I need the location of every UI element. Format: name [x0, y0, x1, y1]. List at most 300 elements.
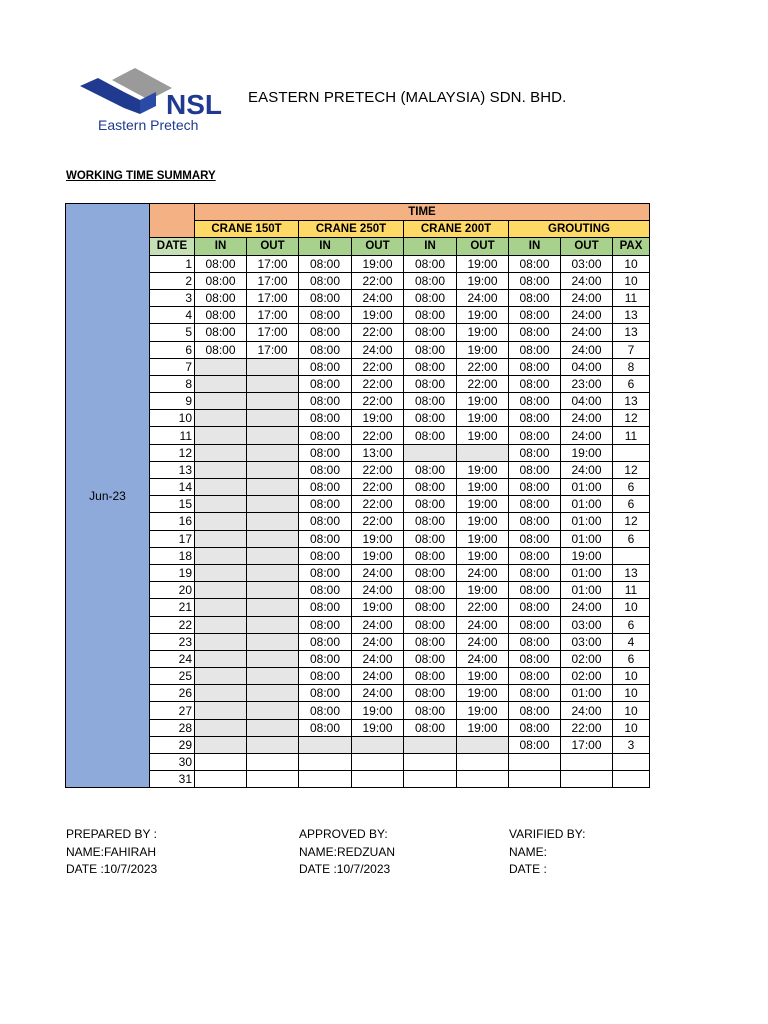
crane200-out-cell: 24:00	[457, 633, 509, 650]
table-row	[66, 307, 650, 324]
crane250-out-cell: 22:00	[352, 427, 404, 444]
crane200-out-cell: 19:00	[457, 324, 509, 341]
day-cell: 9	[150, 393, 195, 410]
crane250-out-cell: 19:00	[352, 307, 404, 324]
table-row	[66, 444, 650, 461]
grouting-out-cell: 24:00	[561, 341, 613, 358]
crane150-in-cell	[195, 599, 247, 616]
approved-by-block	[299, 826, 395, 879]
crane150-out-cell: 17:00	[247, 272, 299, 289]
crane250-in-cell	[299, 771, 352, 788]
table-row	[66, 633, 650, 650]
day-cell: 10	[150, 410, 195, 427]
crane150-in-cell: 08:00	[195, 324, 247, 341]
grouting-in-cell: 08:00	[509, 668, 561, 685]
grouting-pax-cell: 12	[613, 513, 650, 530]
grouting-out-cell: 17:00	[561, 736, 613, 753]
grouting-out-cell: 01:00	[561, 479, 613, 496]
crane250-out-cell: 24:00	[352, 289, 404, 306]
grouting-out-cell: 01:00	[561, 513, 613, 530]
grouting-in-cell: 08:00	[509, 530, 561, 547]
crane150-in-cell	[195, 616, 247, 633]
grouting-pax-cell: 6	[613, 616, 650, 633]
crane200-in-cell: 08:00	[404, 719, 457, 736]
crane250-out-cell: 22:00	[352, 393, 404, 410]
verified-by-block	[509, 826, 585, 879]
table-row	[66, 393, 650, 410]
grouting-pax-cell	[613, 754, 650, 771]
subheader-in: IN	[299, 238, 352, 255]
crane200-in-cell: 08:00	[404, 582, 457, 599]
day-cell: 16	[150, 513, 195, 530]
crane150-out-cell	[247, 530, 299, 547]
crane200-in-cell: 08:00	[404, 375, 457, 392]
grouting-out-cell: 24:00	[561, 599, 613, 616]
day-cell: 12	[150, 444, 195, 461]
day-cell: 11	[150, 427, 195, 444]
crane150-in-cell	[195, 410, 247, 427]
grouting-in-cell: 08:00	[509, 513, 561, 530]
table-row	[66, 427, 650, 444]
table-row	[66, 702, 650, 719]
crane250-out-cell	[352, 771, 404, 788]
crane200-in-cell	[404, 771, 457, 788]
crane200-out-cell: 24:00	[457, 616, 509, 633]
table-row	[66, 513, 650, 530]
crane150-out-cell	[247, 702, 299, 719]
table-row	[66, 255, 650, 272]
grouting-pax-cell: 10	[613, 668, 650, 685]
crane200-in-cell: 08:00	[404, 427, 457, 444]
crane200-out-cell: 19:00	[457, 461, 509, 478]
crane200-in-cell: 08:00	[404, 324, 457, 341]
grouting-in-cell: 08:00	[509, 496, 561, 513]
grouting-out-cell: 24:00	[561, 427, 613, 444]
grouting-in-cell: 08:00	[509, 582, 561, 599]
grouting-out-cell: 04:00	[561, 358, 613, 375]
table-row	[66, 650, 650, 667]
crane250-in-cell: 08:00	[299, 375, 352, 392]
crane250-in-cell: 08:00	[299, 513, 352, 530]
crane250-in-cell: 08:00	[299, 307, 352, 324]
crane200-out-cell: 19:00	[457, 702, 509, 719]
crane250-in-cell: 08:00	[299, 650, 352, 667]
crane250-in-cell: 08:00	[299, 461, 352, 478]
date-header: DATE	[150, 238, 195, 255]
crane250-in-cell: 08:00	[299, 410, 352, 427]
crane250-in-cell: 08:00	[299, 616, 352, 633]
approved-by-name: NAME:REDZUAN	[299, 844, 396, 859]
grouting-pax-cell: 13	[613, 324, 650, 341]
crane200-out-cell: 24:00	[457, 289, 509, 306]
grouting-pax-cell	[613, 771, 650, 788]
crane250-out-cell: 24:00	[352, 582, 404, 599]
crane150-out-cell	[247, 564, 299, 581]
grouting-in-cell: 08:00	[509, 444, 561, 461]
grouting-pax-cell: 11	[613, 582, 650, 599]
grouting-out-cell: 24:00	[561, 702, 613, 719]
day-cell: 30	[150, 754, 195, 771]
crane150-in-cell	[195, 633, 247, 650]
day-cell: 22	[150, 616, 195, 633]
crane150-out-cell	[247, 599, 299, 616]
group-header-crane-200t: CRANE 200T	[404, 221, 509, 238]
crane250-out-cell: 22:00	[352, 479, 404, 496]
crane200-out-cell: 24:00	[457, 650, 509, 667]
crane250-out-cell: 22:00	[352, 496, 404, 513]
grouting-pax-cell: 12	[613, 410, 650, 427]
subheader-out: OUT	[561, 238, 613, 255]
grouting-in-cell: 08:00	[509, 307, 561, 324]
month-cell: Jun-23	[66, 204, 150, 788]
crane200-in-cell: 08:00	[404, 564, 457, 581]
crane150-in-cell	[195, 513, 247, 530]
crane150-out-cell	[247, 479, 299, 496]
header-blank	[150, 204, 195, 238]
crane200-in-cell: 08:00	[404, 685, 457, 702]
table-row	[66, 461, 650, 478]
crane250-in-cell	[299, 736, 352, 753]
crane150-in-cell	[195, 650, 247, 667]
crane150-out-cell	[247, 461, 299, 478]
prepared-by-block	[66, 826, 157, 879]
crane150-out-cell	[247, 582, 299, 599]
crane200-in-cell: 08:00	[404, 702, 457, 719]
crane150-in-cell: 08:00	[195, 289, 247, 306]
grouting-pax-cell: 12	[613, 461, 650, 478]
table-row	[66, 375, 650, 392]
crane200-in-cell	[404, 736, 457, 753]
grouting-in-cell: 08:00	[509, 633, 561, 650]
crane150-out-cell	[247, 496, 299, 513]
subheader-in: IN	[195, 238, 247, 255]
crane150-in-cell	[195, 358, 247, 375]
crane150-in-cell	[195, 719, 247, 736]
day-cell: 21	[150, 599, 195, 616]
crane250-out-cell: 22:00	[352, 324, 404, 341]
grouting-pax-cell: 6	[613, 479, 650, 496]
crane150-in-cell	[195, 582, 247, 599]
day-cell: 6	[150, 341, 195, 358]
crane200-in-cell: 08:00	[404, 633, 457, 650]
grouting-pax-cell	[613, 444, 650, 461]
day-cell: 1	[150, 255, 195, 272]
day-cell: 19	[150, 564, 195, 581]
crane250-in-cell: 08:00	[299, 719, 352, 736]
crane250-in-cell: 08:00	[299, 599, 352, 616]
day-cell: 14	[150, 479, 195, 496]
prepared-by-date: DATE :10/7/2023	[66, 862, 158, 876]
crane200-in-cell: 08:00	[404, 547, 457, 564]
grouting-out-cell: 24:00	[561, 410, 613, 427]
table-row	[66, 479, 650, 496]
crane200-out-cell: 19:00	[457, 685, 509, 702]
crane200-in-cell: 08:00	[404, 530, 457, 547]
crane200-out-cell: 19:00	[457, 272, 509, 289]
crane150-out-cell	[247, 444, 299, 461]
crane200-out-cell: 19:00	[457, 410, 509, 427]
day-cell: 4	[150, 307, 195, 324]
crane200-in-cell: 08:00	[404, 496, 457, 513]
table-row	[66, 547, 650, 564]
grouting-in-cell: 08:00	[509, 410, 561, 427]
grouting-in-cell: 08:00	[509, 255, 561, 272]
crane250-out-cell: 22:00	[352, 272, 404, 289]
grouting-out-cell: 19:00	[561, 444, 613, 461]
crane150-out-cell	[247, 358, 299, 375]
crane200-out-cell: 19:00	[457, 496, 509, 513]
crane150-in-cell	[195, 668, 247, 685]
table-row	[66, 272, 650, 289]
grouting-in-cell: 08:00	[509, 324, 561, 341]
subheader-in: IN	[509, 238, 561, 255]
grouting-out-cell: 01:00	[561, 582, 613, 599]
grouting-out-cell: 03:00	[561, 255, 613, 272]
day-cell: 24	[150, 650, 195, 667]
verified-by-date: DATE :	[509, 862, 547, 876]
grouting-in-cell: 08:00	[509, 427, 561, 444]
subheader-out: OUT	[247, 238, 299, 255]
crane150-in-cell	[195, 375, 247, 392]
crane250-in-cell: 08:00	[299, 685, 352, 702]
grouting-out-cell: 24:00	[561, 461, 613, 478]
grouting-out-cell: 19:00	[561, 547, 613, 564]
crane250-out-cell: 24:00	[352, 616, 404, 633]
verified-by-name: NAME:	[509, 844, 548, 859]
day-cell: 28	[150, 719, 195, 736]
crane150-out-cell	[247, 375, 299, 392]
crane150-in-cell	[195, 685, 247, 702]
crane200-in-cell: 08:00	[404, 272, 457, 289]
grouting-in-cell: 08:00	[509, 375, 561, 392]
grouting-pax-cell: 7	[613, 341, 650, 358]
grouting-pax-cell: 3	[613, 736, 650, 753]
company-name: EASTERN PRETECH (MALAYSIA) SDN. BHD.	[248, 89, 567, 106]
crane150-in-cell	[195, 754, 247, 771]
crane150-out-cell: 17:00	[247, 324, 299, 341]
grouting-out-cell	[561, 771, 613, 788]
crane250-out-cell: 19:00	[352, 702, 404, 719]
table-row	[66, 324, 650, 341]
day-cell: 25	[150, 668, 195, 685]
logo-subtitle: Eastern Pretech	[98, 117, 199, 133]
grouting-pax-cell: 6	[613, 375, 650, 392]
subheader-out: OUT	[457, 238, 509, 255]
crane200-out-cell: 19:00	[457, 307, 509, 324]
crane250-out-cell: 24:00	[352, 633, 404, 650]
crane200-out-cell: 19:00	[457, 582, 509, 599]
crane150-in-cell: 08:00	[195, 341, 247, 358]
grouting-out-cell: 01:00	[561, 530, 613, 547]
grouting-pax-cell: 10	[613, 272, 650, 289]
table-row	[66, 582, 650, 599]
crane150-in-cell	[195, 496, 247, 513]
grouting-out-cell: 24:00	[561, 324, 613, 341]
table-row	[66, 754, 650, 771]
crane150-out-cell	[247, 427, 299, 444]
crane250-out-cell: 24:00	[352, 341, 404, 358]
crane250-in-cell: 08:00	[299, 341, 352, 358]
crane250-out-cell: 19:00	[352, 719, 404, 736]
day-cell: 15	[150, 496, 195, 513]
grouting-pax-cell: 10	[613, 719, 650, 736]
grouting-pax-cell: 10	[613, 599, 650, 616]
day-cell: 7	[150, 358, 195, 375]
grouting-out-cell: 01:00	[561, 496, 613, 513]
group-header-crane-150t: CRANE 150T	[195, 221, 299, 238]
crane250-in-cell: 08:00	[299, 668, 352, 685]
day-cell: 26	[150, 685, 195, 702]
grouting-out-cell: 24:00	[561, 307, 613, 324]
crane250-out-cell: 22:00	[352, 358, 404, 375]
grouting-in-cell: 08:00	[509, 479, 561, 496]
crane250-in-cell: 08:00	[299, 496, 352, 513]
day-cell: 17	[150, 530, 195, 547]
subheader-pax: PAX	[613, 238, 650, 255]
crane200-out-cell: 19:00	[457, 393, 509, 410]
crane200-in-cell: 08:00	[404, 616, 457, 633]
crane200-out-cell	[457, 771, 509, 788]
grouting-out-cell: 22:00	[561, 719, 613, 736]
crane200-in-cell: 08:00	[404, 479, 457, 496]
subheader-out: OUT	[352, 238, 404, 255]
crane200-out-cell: 24:00	[457, 564, 509, 581]
grouting-pax-cell: 13	[613, 393, 650, 410]
crane250-in-cell: 08:00	[299, 702, 352, 719]
crane150-in-cell	[195, 444, 247, 461]
crane250-out-cell	[352, 736, 404, 753]
crane250-out-cell: 19:00	[352, 410, 404, 427]
crane250-in-cell: 08:00	[299, 564, 352, 581]
crane250-out-cell: 19:00	[352, 599, 404, 616]
crane150-in-cell	[195, 702, 247, 719]
grouting-in-cell: 08:00	[509, 547, 561, 564]
crane200-out-cell: 22:00	[457, 358, 509, 375]
grouting-pax-cell: 4	[613, 633, 650, 650]
crane150-in-cell: 08:00	[195, 307, 247, 324]
crane250-out-cell: 19:00	[352, 530, 404, 547]
crane250-in-cell: 08:00	[299, 479, 352, 496]
crane150-in-cell	[195, 736, 247, 753]
table-row	[66, 685, 650, 702]
day-cell: 31	[150, 771, 195, 788]
crane150-out-cell	[247, 754, 299, 771]
crane200-out-cell: 19:00	[457, 530, 509, 547]
approved-by-date: DATE :10/7/2023	[299, 862, 391, 876]
crane200-out-cell	[457, 754, 509, 771]
crane150-out-cell	[247, 547, 299, 564]
grouting-in-cell: 08:00	[509, 736, 561, 753]
crane200-in-cell: 08:00	[404, 410, 457, 427]
grouting-in-cell: 08:00	[509, 616, 561, 633]
day-cell: 8	[150, 375, 195, 392]
crane150-out-cell: 17:00	[247, 341, 299, 358]
crane250-out-cell	[352, 754, 404, 771]
crane250-in-cell: 08:00	[299, 633, 352, 650]
crane200-out-cell	[457, 444, 509, 461]
crane250-in-cell: 08:00	[299, 289, 352, 306]
grouting-in-cell: 08:00	[509, 685, 561, 702]
crane150-out-cell	[247, 685, 299, 702]
table-row	[66, 719, 650, 736]
crane250-out-cell: 22:00	[352, 513, 404, 530]
crane150-in-cell	[195, 427, 247, 444]
crane200-in-cell	[404, 444, 457, 461]
day-cell: 5	[150, 324, 195, 341]
crane150-in-cell	[195, 461, 247, 478]
crane200-in-cell: 08:00	[404, 289, 457, 306]
crane250-out-cell: 24:00	[352, 650, 404, 667]
grouting-out-cell: 24:00	[561, 289, 613, 306]
grouting-out-cell: 23:00	[561, 375, 613, 392]
grouting-in-cell: 08:00	[509, 650, 561, 667]
crane250-out-cell: 13:00	[352, 444, 404, 461]
crane200-in-cell: 08:00	[404, 668, 457, 685]
crane250-out-cell: 24:00	[352, 564, 404, 581]
verified-by-label: VARIFIED BY:	[509, 827, 586, 841]
table-row	[66, 736, 650, 753]
table-row	[66, 771, 650, 788]
crane200-out-cell: 19:00	[457, 547, 509, 564]
grouting-pax-cell: 8	[613, 358, 650, 375]
grouting-pax-cell: 6	[613, 650, 650, 667]
crane150-in-cell: 08:00	[195, 255, 247, 272]
grouting-pax-cell: 13	[613, 564, 650, 581]
crane250-in-cell	[299, 754, 352, 771]
day-cell: 2	[150, 272, 195, 289]
grouting-out-cell: 03:00	[561, 633, 613, 650]
time-header: TIME	[195, 204, 650, 221]
grouting-out-cell: 01:00	[561, 685, 613, 702]
crane150-out-cell: 17:00	[247, 255, 299, 272]
crane150-in-cell	[195, 771, 247, 788]
crane200-out-cell: 22:00	[457, 599, 509, 616]
grouting-pax-cell	[613, 547, 650, 564]
crane250-in-cell: 08:00	[299, 324, 352, 341]
crane150-out-cell: 17:00	[247, 307, 299, 324]
table-row	[66, 496, 650, 513]
crane250-out-cell: 22:00	[352, 375, 404, 392]
grouting-in-cell: 08:00	[509, 564, 561, 581]
crane200-out-cell	[457, 736, 509, 753]
crane150-in-cell: 08:00	[195, 272, 247, 289]
grouting-in-cell: 08:00	[509, 599, 561, 616]
grouting-pax-cell: 6	[613, 496, 650, 513]
company-logo	[80, 66, 240, 134]
document-title: WORKING TIME SUMMARY	[66, 170, 216, 182]
crane150-in-cell	[195, 479, 247, 496]
crane200-in-cell: 08:00	[404, 461, 457, 478]
table-row	[66, 530, 650, 547]
grouting-out-cell: 04:00	[561, 393, 613, 410]
crane200-in-cell: 08:00	[404, 393, 457, 410]
crane200-in-cell: 08:00	[404, 307, 457, 324]
crane250-in-cell: 08:00	[299, 272, 352, 289]
crane150-out-cell	[247, 393, 299, 410]
crane200-in-cell: 08:00	[404, 513, 457, 530]
crane150-out-cell	[247, 513, 299, 530]
table-row	[66, 668, 650, 685]
crane250-out-cell: 24:00	[352, 668, 404, 685]
crane250-out-cell: 19:00	[352, 547, 404, 564]
crane200-out-cell: 19:00	[457, 255, 509, 272]
crane200-in-cell: 08:00	[404, 358, 457, 375]
grouting-in-cell	[509, 754, 561, 771]
logo-mark: NSL	[166, 89, 222, 120]
crane150-out-cell	[247, 668, 299, 685]
crane150-in-cell	[195, 530, 247, 547]
crane150-out-cell	[247, 719, 299, 736]
